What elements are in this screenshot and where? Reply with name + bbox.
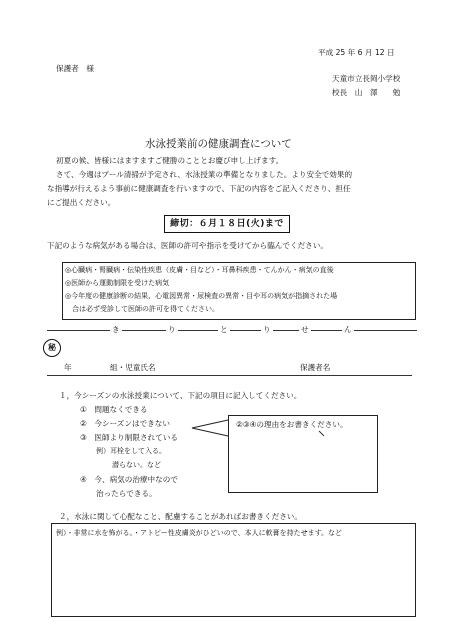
cut-char: せ: [301, 325, 309, 334]
intro-line-4: にご提出ください。: [47, 198, 116, 207]
school-name: 天童市立長岡小学校: [332, 74, 401, 83]
issue-date: 平成 25 年 6 月 12 日: [318, 48, 395, 57]
name-row-underline[interactable]: [47, 375, 412, 376]
notice-item-1: ◎心臓病・腎臓病・伝染性疾患（皮膚・目など）・耳鼻科疾患・てんかん・病気の直後: [65, 266, 334, 274]
intro-line-3: な指導が行えるよう事前に健康調査を行いますので、下記の内容をご記入くださり、担任: [47, 184, 351, 193]
intro-line-2: さて、今週はプール清掃が予定され、水泳授業の準備となりました。より安全で効果的: [56, 170, 353, 179]
grade-label: 年: [64, 363, 72, 372]
cut-char: き: [112, 325, 120, 334]
q1-option-3[interactable]: ③ 医師より制限されている: [80, 433, 178, 442]
deadline-banner: 締切：６月１８日(火)まで: [164, 215, 290, 233]
cut-char: と: [220, 325, 228, 334]
stray-mark: [318, 430, 326, 438]
notice-item-3: ◎今年度の健康診断の結果、心電図異常・尿検査の異常・目や耳の病気が指摘された場: [65, 292, 338, 300]
q1-option-2[interactable]: ② 今シーズンはできない: [80, 419, 170, 428]
q1-option-4[interactable]: ④ 今、病気の治療中なので: [80, 475, 178, 484]
notice-item-2: ◎医師から運動制限を受けた病気: [65, 279, 170, 287]
student-name-label: 組・児童氏名: [110, 363, 156, 372]
notice-lead: 下記のような病気がある場合は、医師の許可や指示を受けてから臨んでください。: [47, 241, 328, 250]
cut-char: り: [263, 325, 271, 334]
question-1: １，今シーズンの水泳授業について、下記の項目に記入してください。: [59, 391, 302, 400]
q2-example: 例）・非常に水を怖がる。・アトピー性皮膚炎がひどいので、本人に軟膏を持たせます。など: [56, 529, 343, 537]
document-title: 水泳授業前の健康調査について: [145, 138, 292, 150]
cut-char: り: [168, 325, 176, 334]
q1-example-line-2: 潜らない。など: [112, 461, 161, 469]
q1-option-4-cont: 治ったらできる。: [96, 489, 157, 498]
guardian-name-label: 保護者名: [300, 363, 331, 372]
confidential-mark: 秘: [43, 339, 61, 357]
addressee: 保護者 様: [56, 64, 94, 73]
q1-example-line-1: 例）耳栓をして入る。: [96, 447, 166, 455]
principal-name: 校長 山 澤 勉: [332, 88, 401, 97]
question-2: ２，水泳に関して心配なこと、配慮することがあればお書きください。: [59, 512, 302, 521]
cut-char: ん: [344, 325, 352, 334]
bubble-pointer-icon: [190, 418, 230, 448]
q1-option-1[interactable]: ① 問題なくできる: [80, 405, 148, 414]
intro-line-1: 初夏の候、皆様にはますますご健勝のこととお慶び申し上げます。: [56, 156, 284, 165]
reason-prompt: ②③④の理由をお書きください。: [236, 420, 348, 429]
notice-item-4: 合は必ず受診して医師の許可を得てください。: [65, 305, 219, 313]
